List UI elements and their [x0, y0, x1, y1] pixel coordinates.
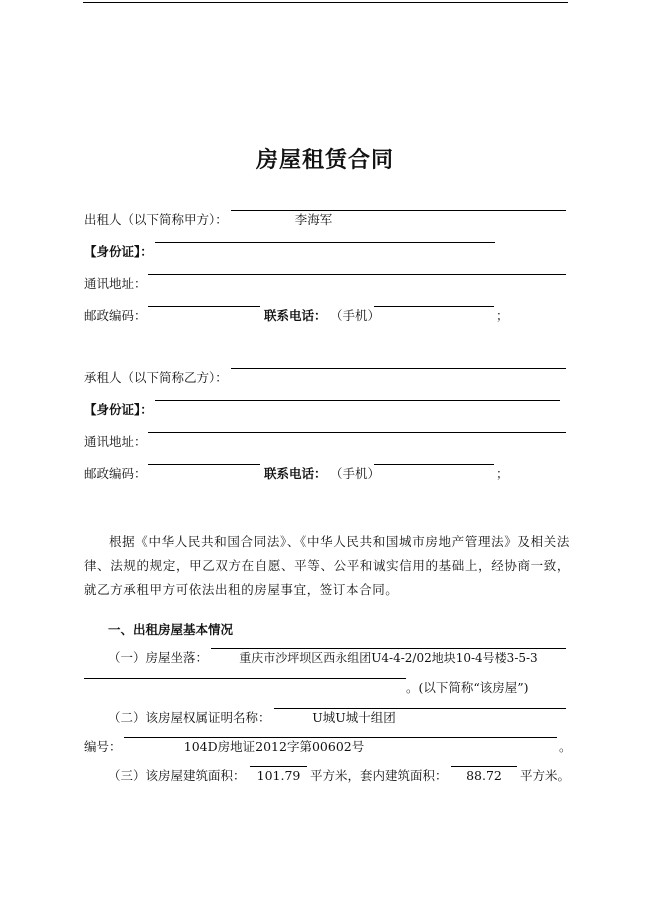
- lessee-address-label: 通讯地址：: [84, 434, 147, 449]
- lessee-phone-type: （手机）: [330, 466, 381, 481]
- lessee-id-label: 【身份证】：: [84, 402, 153, 417]
- lessor-end-mark: ；: [496, 308, 509, 323]
- preamble-paragraph: 根据《中华人民共和国合同法》、《中华人民共和国城市房地产管理法》及相关法律、法规的规定，甲乙双方在自愿、平等、公平和诚实信用的基础上，经协商一致，就乙方承租甲方可依法出租的房屋事宜，签订本合同。: [84, 534, 570, 597]
- lessor-id-label: 【身份证】：: [84, 244, 153, 259]
- location-suffix: 。(以下简称“该房屋”): [406, 680, 529, 695]
- area-value: 101.79: [256, 768, 301, 783]
- location-row: [84, 648, 570, 668]
- lessor-id-row: [84, 242, 570, 262]
- lessee-postcode-label: 邮政编码：: [84, 466, 147, 481]
- header-rule: [83, 2, 568, 3]
- lessee-name-row: [84, 368, 570, 388]
- area-row: [84, 766, 570, 786]
- lessee-address-row: [84, 432, 570, 452]
- number-row: [84, 737, 570, 757]
- location-label: （一）房屋坐落：: [108, 650, 209, 665]
- number-value: 104D房地证2012字第00602号: [183, 739, 365, 754]
- lessee-postcode-line: [148, 464, 260, 465]
- lessor-name-row: [84, 210, 570, 230]
- lessee-id-row: [84, 400, 570, 420]
- location-continue-row: [84, 678, 570, 698]
- location-continue-line: [84, 678, 406, 679]
- lessor-address-row: [84, 274, 570, 294]
- lessor-id-line: [155, 242, 495, 243]
- cert-row: [84, 708, 570, 728]
- lessee-id-line: [155, 400, 560, 401]
- lessee-name-line: [231, 368, 566, 369]
- lessor-phone-line: [374, 306, 494, 307]
- lessor-postcode-label: 邮政编码：: [84, 308, 147, 323]
- number-label: 编号：: [84, 739, 122, 754]
- cert-label: （二）该房屋权属证明名称：: [108, 710, 271, 725]
- cert-value: U城U城十组团: [312, 710, 396, 725]
- lessee-address-line: [148, 432, 566, 433]
- document-title: 房屋租赁合同: [255, 148, 394, 173]
- section1-heading: 一、出租房屋基本情况: [108, 622, 234, 637]
- lessor-phone-type: （手机）: [330, 308, 381, 323]
- lessee-phone-label: 联系电话：: [264, 466, 327, 481]
- lessor-phone-label: 联系电话：: [264, 308, 327, 323]
- lessee-end-mark: ；: [496, 466, 509, 481]
- lessor-address-label: 通讯地址：: [84, 276, 147, 291]
- inner-area-unit: 平方米。: [520, 768, 571, 783]
- lessor-name-value: 李海军: [294, 212, 333, 227]
- area-label: （三）该房屋建筑面积：: [108, 768, 246, 783]
- lessor-contact-row: [84, 306, 570, 326]
- lessor-address-line: [148, 274, 566, 275]
- location-value: 重庆市沙坪坝区西永组团U4-4-2/02地块10-4号楼3-5-3: [239, 651, 538, 665]
- lessor-label: 出租人（以下简称甲方）：: [84, 212, 228, 227]
- number-end-mark: 。: [559, 739, 572, 754]
- lessee-phone-line: [374, 464, 494, 465]
- area-unit: 平方米，套内建筑面积：: [310, 768, 448, 783]
- lessee-contact-row: [84, 464, 570, 484]
- lessor-postcode-line: [148, 306, 260, 307]
- inner-area-value: 88.72: [466, 768, 502, 783]
- lessee-label: 承租人（以下简称乙方）：: [84, 370, 228, 385]
